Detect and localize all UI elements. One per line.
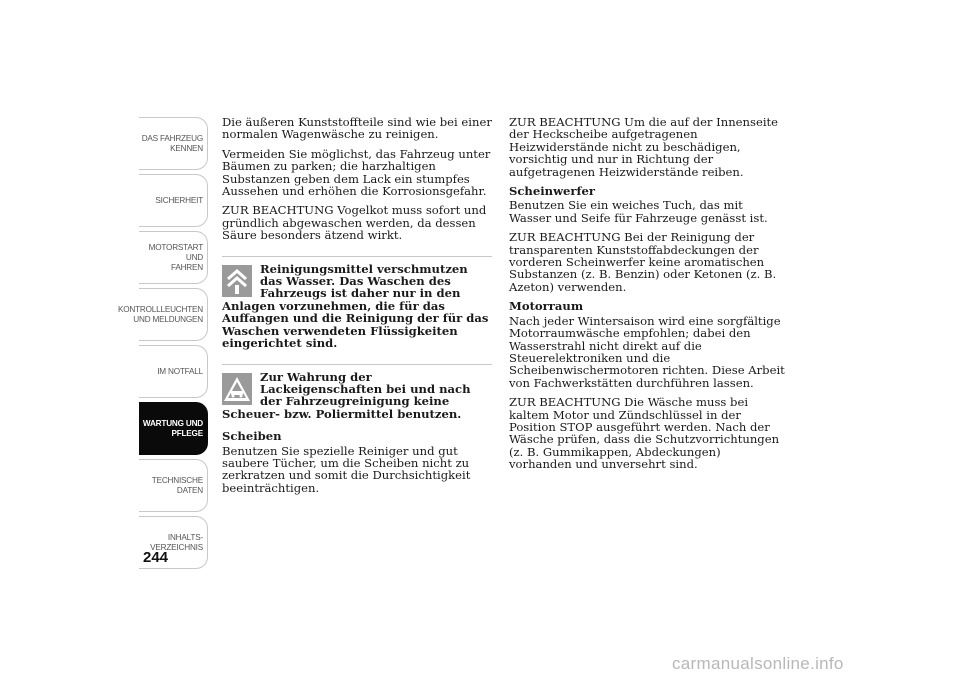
paragraph: ZUR BEACHTUNG Um die auf der Innenseite der Heckscheibe aufgetragenen Heizwiderstände nicht zu beschädigen, vorsichtig und nur in Richtung der aufgetragenen Heizwiderstände reiben.: [509, 115, 779, 179]
tab-motorstart-und-fahren[interactable]: MOTORSTART UND FAHREN: [139, 231, 208, 284]
tab-sicherheit[interactable]: SICHERHEIT: [139, 174, 208, 227]
paragraph: Vermeiden Sie möglichst, das Fahrzeug unter Bäumen zu parken; die harzhaltigen Substanzen geben dem Lack ein stumpfes Aussehen und erhöhen die Korrosionsgefahr.: [222, 146, 491, 199]
column-left: [222, 116, 492, 501]
paint-care-warning: [222, 364, 492, 421]
tab-technische-daten[interactable]: TECHNISCHE DATEN: [139, 459, 208, 512]
paragraph: ZUR BEACHTUNG Vogelkot muss sofort und gründlich abgewaschen werden, da dessen Säure besonders ätzend wirkt.: [222, 203, 487, 243]
chapter-sidebar: [117, 117, 208, 573]
column-right: [509, 116, 785, 478]
warning-text: Reinigungsmittel verschmutzen das Wasser. Das Waschen des Fahrzeugs ist daher nur in den Anlagen vorzunehmen, die für das Auffangen und die Reinigung der für das Waschen verwendeten Flüssigkeiten eingerichtet sind.: [222, 261, 489, 351]
section-heading-motorraum: Motorraum: [509, 299, 584, 314]
tab-kontrollleuchten[interactable]: KONTROLLLEUCHTEN UND MELDUNGEN: [139, 288, 208, 341]
paragraph: Benutzen Sie spezielle Reiniger und gut saubere Tücher, um die Scheiben nicht zu zerkratzen und somit die Durchsichtigkeit beeinträchtigen.: [222, 443, 471, 495]
paragraph: Die äußeren Kunststoffteile sind wie bei einer normalen Wagenwäsche zu reinigen.: [222, 115, 492, 142]
paragraph: Nach jeder Wintersaison wird eine sorgfältige Motorraumwäsche empfohlen; dabei den Wasserstrahl nicht direkt auf die Steuerelektroniken und die Scheibenwischermotoren richten. Diese Arbeit von Fachwerkstätten durchführen lassen.: [509, 313, 785, 390]
environment-arrows-icon: [222, 265, 252, 297]
environment-warning: [222, 256, 492, 350]
watermark: carmanualsonline.info: [672, 654, 844, 673]
section-heading-scheinwerfer: Scheinwerfer: [509, 184, 596, 199]
tab-im-notfall[interactable]: IM NOTFALL: [139, 345, 208, 398]
tab-inhaltsverzeichnis[interactable]: INHALTS- VERZEICHNIS: [139, 516, 208, 569]
caution-triangle-car-icon: [222, 373, 252, 405]
tab-wartung-und-pflege[interactable]: WARTUNG UND PFLEGE: [139, 402, 208, 455]
page-number: 244: [143, 549, 169, 566]
tab-das-fahrzeug-kennen[interactable]: DAS FAHRZEUG KENNEN: [139, 117, 208, 170]
warning-text: Zur Wahrung der Lackeigenschaften bei und nach der Fahrzeugreinigung keine Scheuer- bzw. Poliermittel benutzen.: [222, 369, 471, 421]
paragraph: ZUR BEACHTUNG Die Wäsche muss bei kaltem Motor und Zündschlüssel in der Position STOP ausgeführt werden. Nach der Wäsche prüfen, dass die Schutzvorrichtungen (z. B. Gummikappen, Abdeckungen) vorhanden und unversehrt sind.: [509, 395, 780, 472]
paragraph: ZUR BEACHTUNG Bei der Reinigung der transparenten Kunststoffabdeckungen der vorderen Scheinwerfer keine aromatischen Substanzen (z. B. Benzin) oder Ketonen (z. B. Azeton) verwenden.: [509, 230, 777, 294]
section-heading-scheiben: Scheiben: [222, 429, 282, 444]
paragraph: Benutzen Sie ein weiches Tuch, das mit Wasser und Seife für Fahrzeuge genässt ist.: [509, 198, 768, 225]
